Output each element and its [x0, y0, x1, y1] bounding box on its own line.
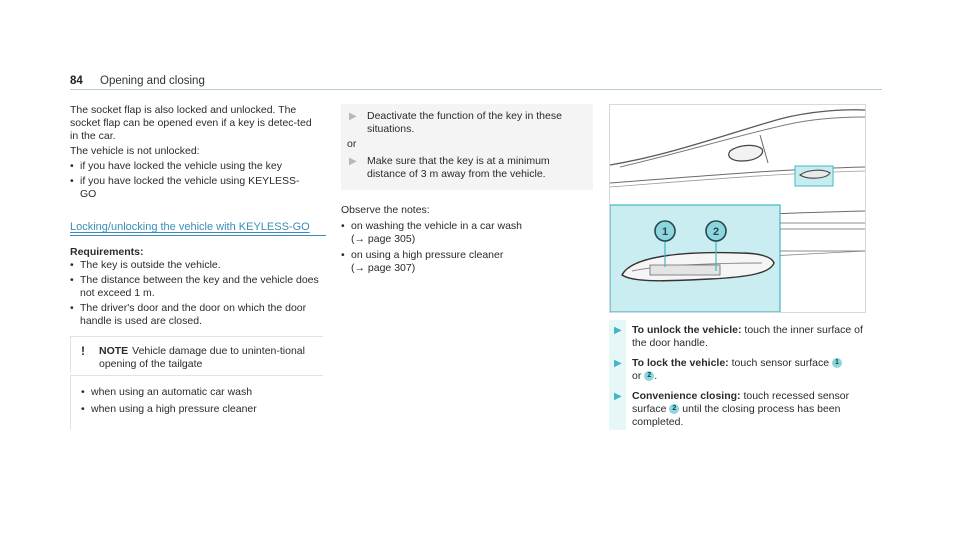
column-1 [70, 104, 326, 430]
list-item: • The key is outside the vehicle. [70, 259, 326, 272]
column-3-steps: ▶ To unlock the vehicle: touch the inner surface of the door handle. ▶ To lock the vehicle: touch sensor surface 1 or 2 . ▶ Convenience closing: touch recessed sensor surface 2 until the closing process has been completed. [614, 324, 863, 428]
step-text: Deactivate the function of the key in these situations. [367, 110, 562, 135]
surface-badge-1: 1 [832, 358, 842, 368]
note-text: Vehicle damage due to uninten-tional opening of the tailgate [99, 345, 305, 370]
play-triangle-icon: ▶ [614, 391, 622, 402]
lock-label: To lock the vehicle: [632, 357, 729, 369]
section-rule [70, 235, 326, 236]
column-2-steps [345, 110, 585, 181]
surface-badge-2: 2 [669, 404, 679, 414]
note-label: NOTE [99, 345, 129, 357]
convenience-text-1: touch recessed sensor surface [632, 390, 850, 415]
page-header-title: Opening and closing [100, 75, 205, 87]
header-rule [70, 89, 882, 90]
play-triangle-icon: ▶ [349, 156, 357, 167]
section-title: Locking/unlocking the vehicle with KEYLESS-GO [70, 221, 310, 233]
lock-text: touch sensor surface [731, 357, 830, 369]
callout-badge-2: 2 [712, 226, 720, 238]
list-item: • on washing the vehicle in a car wash (→ page 305) [341, 220, 593, 246]
column-2-notes [341, 204, 593, 275]
list-item: • The driver's door and the door on which the door handle is used are closed. [70, 302, 326, 328]
intro-paragraph: The socket flap is also locked and unlocked. The socket flap can be opened even if a key is detec-ted in the car. [70, 104, 312, 142]
play-triangle-icon: ▶ [614, 358, 622, 369]
list-item: • when using an automatic car wash [81, 386, 317, 399]
list-item: • if you have locked the vehicle using KEYLESS-GO [70, 175, 315, 201]
or-text: or [347, 138, 357, 150]
unlock-text: touch the inner surface of the door handle. [632, 324, 863, 349]
step-text: Make sure that the key is at a minimum distance of 3 m away from the vehicle. [367, 155, 550, 180]
page-number: 84 [70, 75, 83, 87]
car-door-drawing [610, 105, 865, 312]
unlock-label: To unlock the vehicle: [632, 324, 742, 336]
requirements-heading: Requirements: [70, 246, 144, 258]
list-item: • when using a high pressure cleaner [81, 403, 317, 416]
play-triangle-icon: ▶ [349, 111, 357, 122]
play-triangle-icon: ▶ [614, 325, 622, 336]
callout-badge-1: 1 [661, 226, 669, 238]
convenience-text-2: until the closing process has been completed. [632, 403, 841, 428]
list-item: • if you have locked the vehicle using the key [70, 160, 326, 173]
note-box [70, 336, 323, 373]
door-handle-illustration [609, 104, 866, 313]
list-item: • on using a high pressure cleaner (→ page 307) [341, 249, 593, 275]
lock-or-text: or [632, 370, 642, 382]
surface-badge-2: 2 [644, 371, 654, 381]
observe-text: Observe the notes: [341, 204, 430, 216]
exclamation-icon: ! [81, 344, 85, 358]
not-unlocked-intro: The vehicle is not unlocked: [70, 145, 200, 157]
note-items [70, 375, 323, 430]
convenience-label: Convenience closing: [632, 390, 741, 402]
list-item: • The distance between the key and the vehicle does not exceed 1 m. [70, 274, 326, 300]
